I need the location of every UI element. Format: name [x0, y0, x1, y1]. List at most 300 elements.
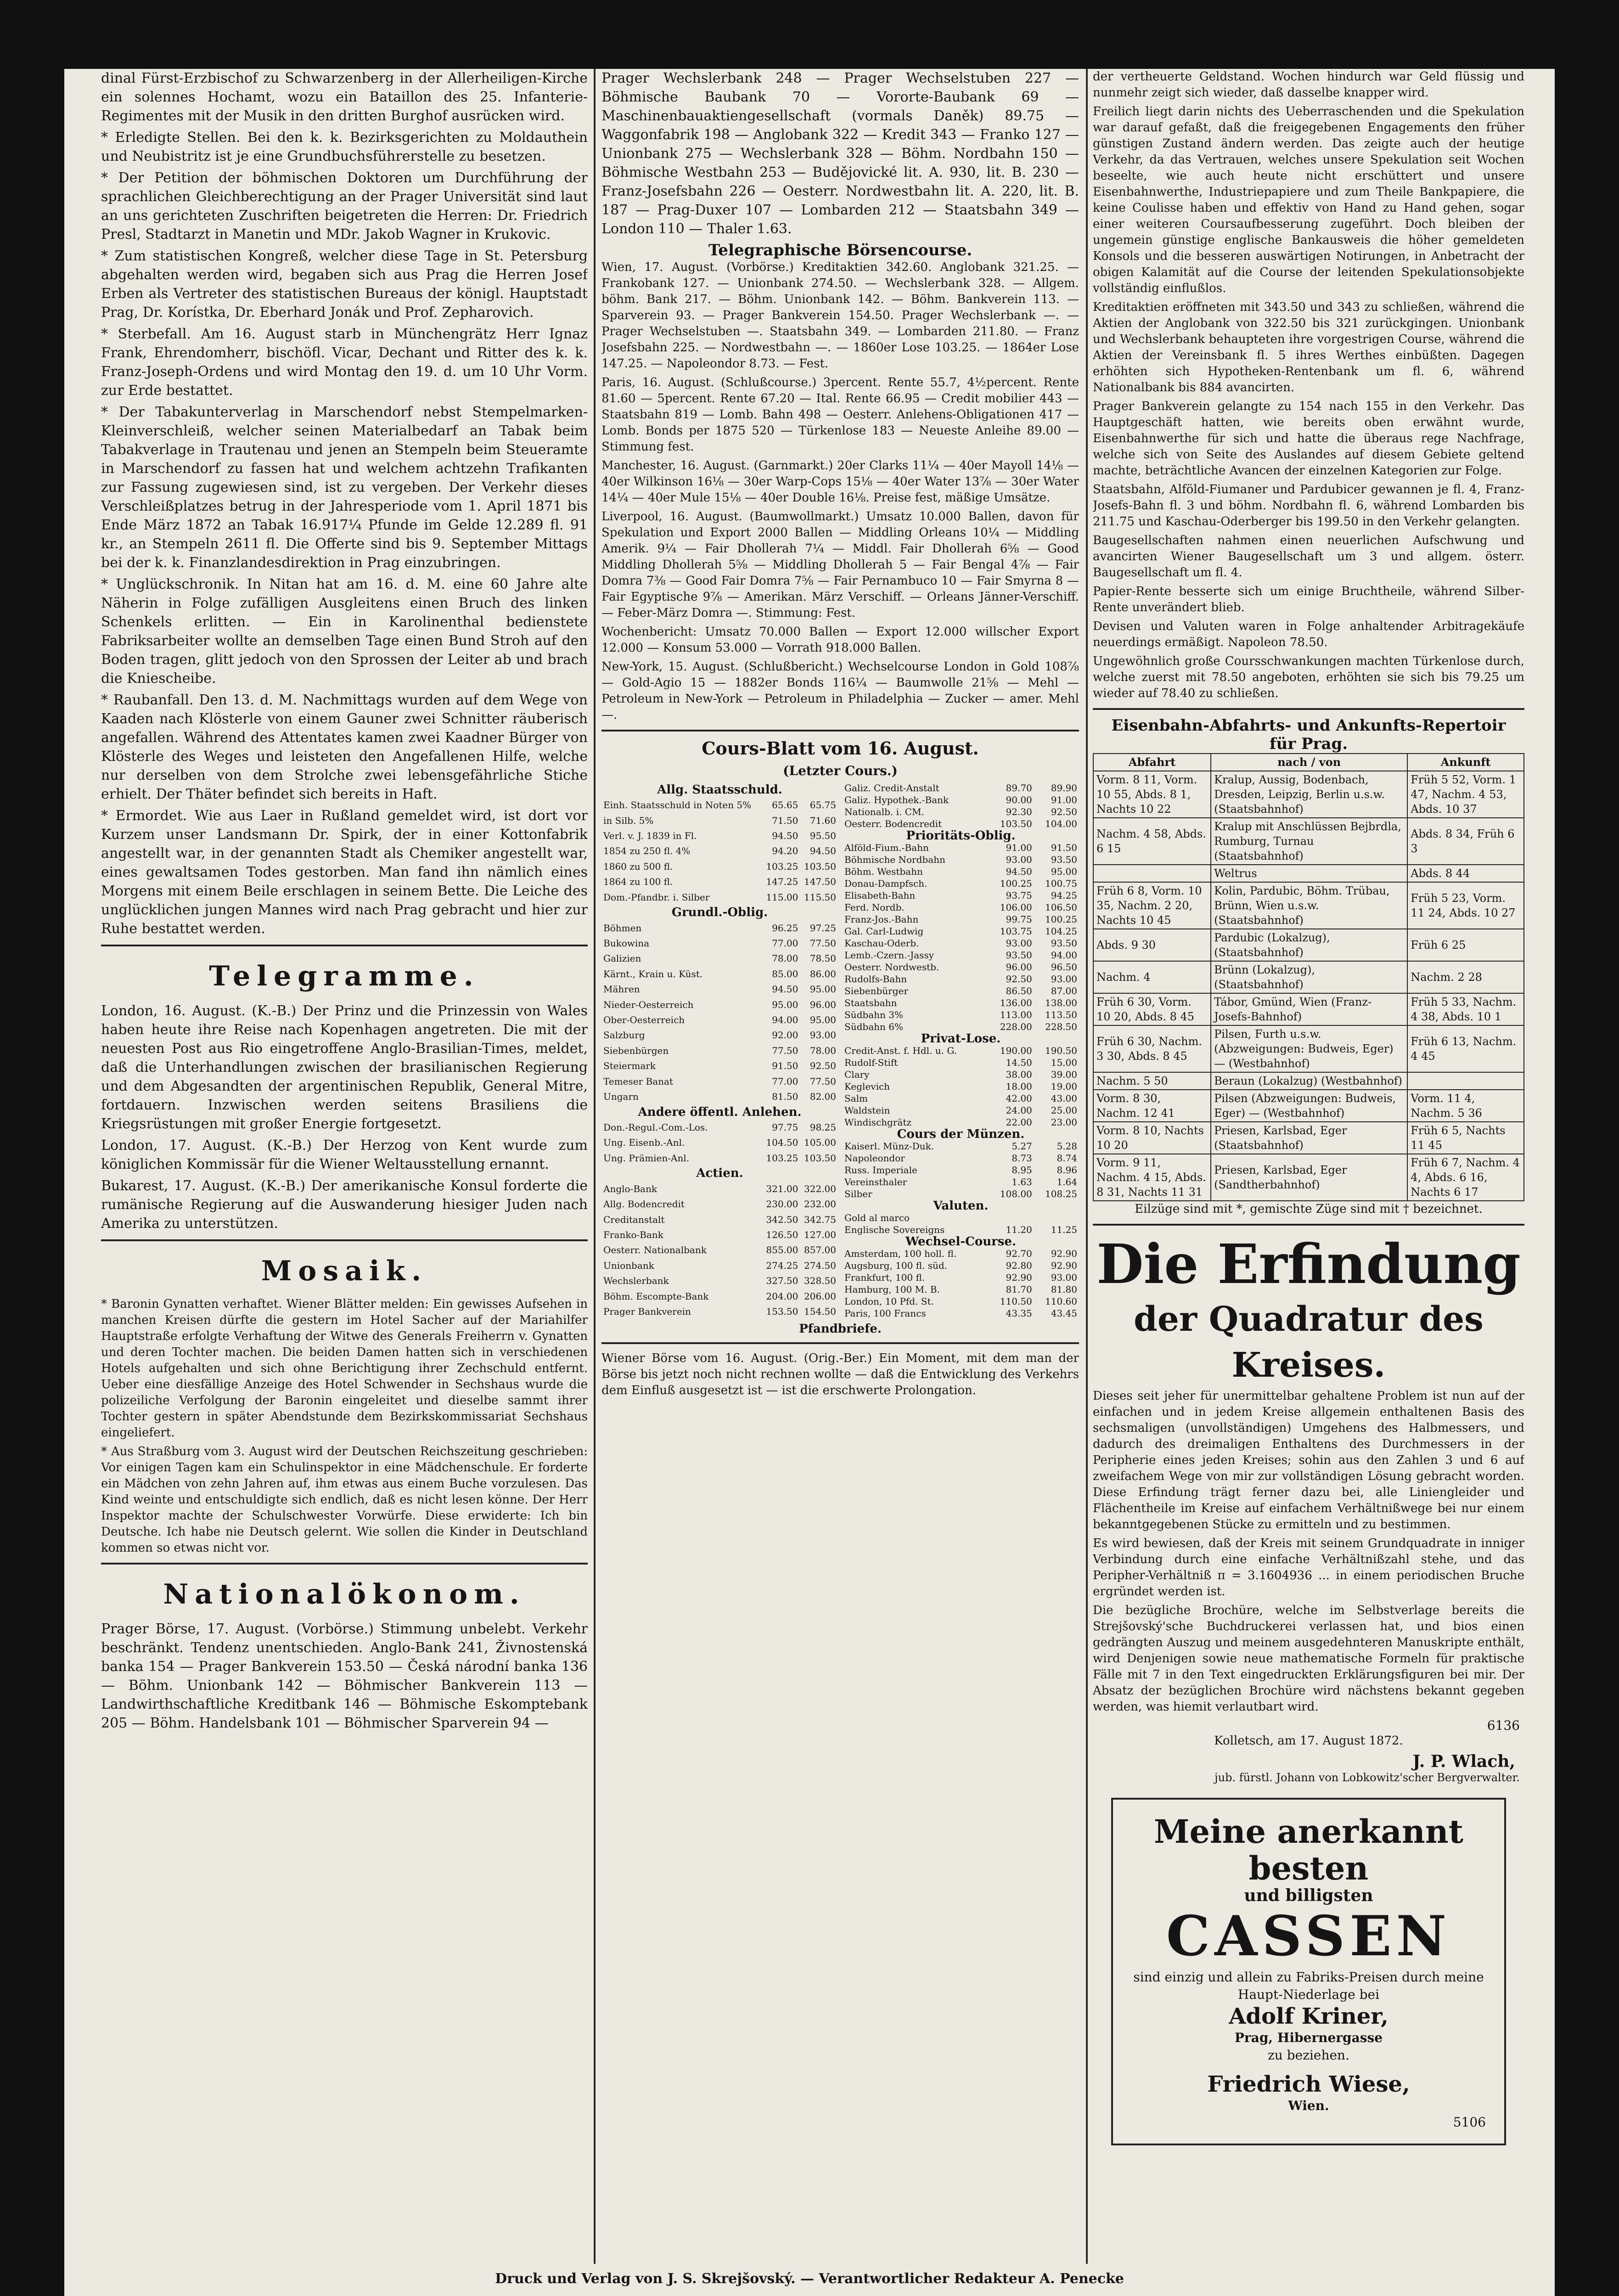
price-geld: 103.25 [766, 861, 798, 872]
price-geld: 104.50 [766, 1137, 798, 1148]
section-label: Valuten. [933, 1199, 989, 1213]
market-paragraph: Manchester, 16. August. (Garnmarkt.) 20er Clarks 11¼ — 40er Mayoll 14⅛ — 40er Wilkinson 16⅛ — 30er Warp-Cops 15⅛ — 40er Water 13⅞ — 30er Water 14¼ — 40er Mule 15⅛ — 40er Double 16⅛. Preise fest, mäßige Umsätze. [602, 459, 1079, 505]
table-row [843, 1224, 1079, 1236]
price-geld: 93.00 [1006, 854, 1032, 865]
price-waare: 89.90 [1051, 782, 1077, 793]
price-waare: 103.50 [804, 861, 836, 872]
route: Pardubic (Lokalzug), (Staatsbahnhof) [1211, 929, 1407, 961]
article-paragraph: * Raubanfall. Den 13. d. M. Nachmittags wurden auf dem Wege von Kaaden nach Klösterle von einem Gauner zwei Schnitter räuberisch angefallen. Während des Attentates kamen zwei Kaadner Bürger von Klösterle des Weges und leisteten den Angefallenen Hilfe, welche nur derselben von dem Strolche zwei lebensgefährliche Stiche erhielt. Der Thäter befindet sich bereits in Haft. [101, 692, 588, 802]
timetable-row [1093, 865, 1524, 882]
section-heading-nationaloekonom: Nationalökonom. [163, 1578, 526, 1610]
section-label: Allg. Staatsschuld. [657, 782, 782, 797]
security-name: Windischgrätz [844, 1117, 911, 1128]
section-divider [1093, 1224, 1524, 1226]
price-waare: 8.74 [1057, 1153, 1077, 1164]
table-row [602, 1120, 838, 1135]
article-paragraph: Prager Wechslerbank 248 — Prager Wechselstuben 227 — Böhmische Baubank 70 — Vororte-Baubank 69 — Maschinenbauaktiengesellschaft (vormals Daněk) 89.75 — Waggonfabrik 198 — Anglobank 322 — Kredit 343 — Franko 127 — Unionbank 275 — Wechslerbank 328 — Böhm. Nordbahn 150 — Böhmische Westbahn 253 — Budějovické lit. A. 930, lit. B. 230 — Franz-Josefsbahn 226 — Oesterr. Nordwestbahn lit. A. 220, lit. B. 187 — Prag-Duxer 107 — Lombarden 212 — Staatsbahn 349 — London 110 — Thaler 1.63. [602, 70, 1079, 237]
table-row [843, 1009, 1079, 1021]
table-row [602, 813, 838, 828]
table-row [843, 854, 1079, 866]
price-geld: 100.25 [1000, 878, 1032, 889]
arrival-times: Früh 6 25 [1407, 929, 1524, 961]
table-row [602, 797, 838, 812]
table-row [843, 1116, 1079, 1128]
market-paragraph: Wien, 17. August. (Vorbörse.) Kreditaktien 342.60. Anglobank 321.25. — Frankobank 127. — Unionbank 274.50. — Wechslerbank 328. — Allgem. böhm. Bank 217. — Böhm. Unionbank 142. — Böhm. Bankverein 113. — Sparverein 93. — Prager Bankverein 154.50. Prager Wechslerbank —. — Prager Wechselstuben —. Staatsbahn 349. — Lombarden 211.80. — Franz Josefsbahn 225. — Nordwestbahn —. — 1860er Lose 103.25. — 1864er Lose 147.25. — Napoleondor 8.73. — Fest. [602, 260, 1079, 371]
price-waare: 93.50 [1051, 938, 1077, 949]
telegram-paragraph: Bukarest, 17. August. (K.-B.) Der amerikanische Konsul forderte die rumänische Regierung auf die Auswanderung hiesiger Juden nach Amerika zu unterstützen. [101, 1178, 588, 1232]
price-geld: 22.00 [1006, 1117, 1032, 1128]
table-section-heading [843, 1128, 1079, 1140]
price-geld: 190.00 [1000, 1045, 1032, 1056]
price-waare: 77.50 [810, 937, 836, 949]
table-row [843, 1176, 1079, 1188]
market-paragraph: Paris, 16. August. (Schlußcourse.) 3percent. Rente 55.7, 4½percent. Rente 81.60 — 5percent. Rente 67.20 — Ital. Rente 66.95 — Credit mobilier 443 — Staatsbahn 819 — Lomb. Bahn 498 — Oesterr. Anlehens-Obligationen 417 — Lomb. Bonds per 1875 520 — Türkenlose 183 — Neueste Anleihe 89.00 — Stimmung fest. [602, 376, 1079, 454]
mosaik-paragraph: * Baronin Gynatten verhaftet. Wiener Blätter melden: Ein gewisses Aufsehen in manchen Kreisen dürfte die gestern im Hotel Sacher auf der Mariahilfer Hauptstraße erfolgte Verhaftung der Witwe des Generals Freiherrn v. Gynatten und deren Tochter machen. Die beiden Damen hatten sich in verschiedenen Hotels aufgehalten und sich ohne Berichtigung ihrer Zechschuld entfernt. Ueber eine diesfällige Anzeige des Hotel Schwender in Sechshaus wurde die polizeiliche Verfolgung der Baronin eingeleitet und dieselbe sammt ihrer Tochter gestern in später Abendstunde dem Bezirkskommissariat Sechshaus eingeliefert. [101, 1297, 588, 1440]
security-name: Silber [844, 1188, 872, 1199]
price-geld: 94.50 [772, 830, 798, 841]
price-waare: 100.75 [1045, 878, 1077, 889]
table-row [843, 889, 1079, 901]
arrival-times [1407, 1072, 1524, 1090]
security-name: 1860 zu 500 fl. [603, 861, 673, 872]
ad-cassen-dealer: Adolf Kriner, [1229, 2003, 1389, 2029]
security-name: Einh. Staatsschuld in Noten 5% [603, 799, 752, 811]
security-name: Vereinsthaler [844, 1176, 907, 1187]
price-waare: 77.50 [810, 1075, 836, 1087]
security-name: Südbahn 3% [844, 1009, 903, 1020]
security-name: Galiz. Credit-Anstalt [844, 782, 939, 793]
table-row [843, 1283, 1079, 1295]
price-waare: 92.50 [1051, 806, 1077, 817]
table-row [843, 1152, 1079, 1164]
security-name: Dom.-Pfandbr. i. Silber [603, 891, 710, 903]
table-row [843, 1272, 1079, 1283]
article-paragraph: * Der Tabakunterverlag in Marschendorf nebst Stempelmarken-Kleinverschleiß, welcher seinen Materialbedarf an Tabak beim Tabakverlage in Trautenau und jenen an Stempeln beim Steueramte in Marschendorf zu fassen hat und welchem achtzehn Trafikanten zur Fassung zugewiesen sind, ist zu vergeben. Der Verkehr dieses Verschleißplatzes betrug in der Jahresperiode vom 1. April 1871 bis Ende März 1872 an Tabak 16.917¼ Pfunde im Gelde 12.289 fl. 91 kr., an Stempeln 2611 fl. Die Offerte sind bis 9. September Mittags bei der k. k. Finanzlandesdirektion in Prag einzubringen. [101, 404, 588, 571]
security-name: Don.-Regul.-Com.-Los. [603, 1121, 708, 1133]
table-row [843, 1069, 1079, 1080]
price-waare: 105.00 [804, 1137, 836, 1148]
price-waare: 96.50 [1051, 962, 1077, 973]
section-label: Andere öffentl. Anlehen. [638, 1105, 802, 1119]
price-geld: 103.75 [1000, 926, 1032, 937]
col-header-ankunft: Ankunft [1407, 754, 1524, 771]
security-name: Prager Bankverein [603, 1306, 691, 1317]
price-geld: 106.00 [1000, 902, 1032, 913]
table-row [602, 1150, 838, 1165]
arrival-times: Früh 6 13, Nachm. 4 45 [1407, 1025, 1524, 1072]
economy-paragraph: Prager Börse, 17. August. (Vorbörse.) Stimmung unbelebt. Verkehr beschränkt. Tendenz unentschieden. Anglo-Bank 241, Živnostenská banka 154 — Prager Bankverein 153.50 — Česká národní banka 136 — Böhm. Unionbank 142 — Böhmischer Bankverein 113 — Landwirthschaftliche Kreditbank 146 — Böhmische Eskomptebank 205 — Böhm. Handelsbank 101 — Böhmischer Sparverein 94 — [101, 1621, 588, 1731]
security-name: Böhm. Westbahn [844, 866, 923, 877]
price-waare: 43.00 [1051, 1093, 1077, 1104]
market-paragraph: Liverpool, 16. August. (Baumwollmarkt.) Umsatz 10.000 Ballen, davon für Spekulation und Export 2000 Ballen — Middling Orleans 10¼ — Middling Amerik. 9¼ — Fair Dhollerah 7¼ — Middl. Fair Dhollerah 6⅝ — Good Middling Dhollerah 5⅝ — Middling Dhollerah 5 — Fair Bengal 4⅞ — Fair Domra 7⅜ — Good Fair Domra 7⅝ — Fair Pernambuco 10 — Fair Smyrna 8 — Fair Egyptische 9⅞ — Amerikan. März Verschiff. — Orleans Jänner-Verschiff. — Feber-März Domra —. Stimmung: Fest. [602, 510, 1079, 620]
price-waare: 115.50 [804, 891, 836, 903]
route: Brünn (Lokalzug), (Staatsbahnhof) [1211, 961, 1407, 993]
column-1 [101, 69, 588, 1735]
timetable-row [1093, 993, 1524, 1025]
ad-cassen-maker: Friedrich Wiese, [1207, 2071, 1410, 2097]
ad-subtitle: der Quadratur des Kreises. [1134, 1300, 1484, 1385]
price-geld: 321.00 [766, 1183, 798, 1194]
table-row [602, 1135, 838, 1150]
ad-number: 6136 [1487, 1718, 1520, 1733]
price-waare: 43.45 [1051, 1308, 1077, 1319]
security-name: Gold al marco [844, 1212, 910, 1223]
security-name: Verl. v. J. 1839 in Fl. [603, 830, 697, 841]
price-waare: 106.50 [1045, 902, 1077, 913]
departure-times: Nachm. 4 58, Abds. 6 15 [1093, 818, 1211, 865]
security-name: Ferd. Nordb. [844, 902, 905, 913]
price-geld: 93.75 [1006, 890, 1032, 901]
section-divider [1093, 708, 1524, 710]
security-name: Anglo-Bank [603, 1183, 657, 1194]
table-row [843, 1295, 1079, 1307]
article-paragraph: Devisen und Valuten waren in Folge anhaltender Arbitragekäufe neuerdings ermäßigt. Napoleon 78.50. [1093, 619, 1524, 649]
table-row [602, 1273, 838, 1289]
price-geld: 93.00 [1006, 938, 1032, 949]
col-header-abfahrt: Abfahrt [1093, 754, 1211, 771]
security-name: Nieder-Oesterreich [603, 999, 694, 1010]
table-row [602, 828, 838, 843]
table-row [843, 1212, 1079, 1224]
security-name: Unionbank [603, 1260, 654, 1271]
price-waare: 190.50 [1045, 1045, 1077, 1056]
table-row [602, 874, 838, 889]
price-waare: 127.00 [804, 1229, 836, 1240]
article-paragraph: * Unglückschronik. In Nitan hat am 16. d. M. eine 60 Jahre alte Näherin in Folge zufälligen Ausgleitens einen Bruch des linken Schenkels erlitten. — Ein in Karolinenthal bedienstete Fabriksarbeiter wollte an demselben Tage einen Bund Stroh auf den Boden tragen, glitt jedoch von den Sprossen der Leiter ab und brach die Kniescheibe. [101, 576, 588, 687]
security-name: Waldstein [844, 1105, 890, 1116]
table-row [843, 794, 1079, 806]
timetable-row [1093, 771, 1524, 818]
security-name: Südbahn 6% [844, 1021, 903, 1032]
arrival-times: Früh 6 7, Nachm. 4 4, Abds. 6 16, Nachts 6 17 [1407, 1154, 1524, 1201]
security-name: Rudolf-Stift [844, 1057, 898, 1068]
table-row [843, 878, 1079, 889]
price-geld: 1.63 [1012, 1176, 1032, 1187]
price-geld: 24.00 [1006, 1105, 1032, 1116]
price-geld: 99.75 [1006, 914, 1032, 925]
article-paragraph: Staatsbahn, Alföld-Fiumaner und Pardubicer gewannen je fl. 4, Franz-Josefs-Bahn fl. 3 und böhm. Nordbahn fl. 6, während Lombarden bis 211.75 und Kaschau-Oderberger bis 199.50 in den Verkehr gelangten. [1093, 483, 1524, 529]
security-name: Böhmische Nordbahn [844, 854, 945, 865]
route: Tábor, Gmünd, Wien (Franz-Josefs-Bahnhof) [1211, 993, 1407, 1025]
route: Kolin, Pardubic, Böhm. Trübau, Brünn, Wien u.s.w. (Staatsbahnhof) [1211, 882, 1407, 929]
price-waare: 108.25 [1045, 1188, 1077, 1199]
table-row [602, 1212, 838, 1227]
cours-blatt-title: Cours-Blatt vom 16. August. [702, 738, 979, 759]
table-row [843, 913, 1079, 925]
price-geld: 92.80 [1006, 1260, 1032, 1271]
security-name: London, 10 Pfd. St. [844, 1296, 934, 1307]
table-row [602, 1028, 838, 1043]
price-waare: 96.00 [810, 999, 836, 1010]
article-paragraph: * Ermordet. Wie aus Laer in Rußland gemeldet wird, ist dort vor Kurzem unser Landsmann Dr. Spirk, der in einer Kottonfabrik angestellt war, in der genannten Stadt als Chemiker angestellt war, eines gewaltsamen Todes gestorben. Man fand ihn nämlich eines Morgens mit einem Beile erschlagen in seinem Bette. Die Leiche des unglücklichen jungen Mannes wird nach Prag gebracht und hier zur Ruhe bestattet werden. [101, 808, 588, 937]
security-name: Russ. Imperiale [844, 1165, 917, 1176]
article-paragraph: * Der Petition der böhmischen Doktoren um Durchführung der sprachlichen Gleichberechtigung an der Prager Universität sind laut an uns gerichteten Zuschriften beigetreten die Herren: Dr. Friedrich Presl, Stadtarzt in Manetin und MDr. Jakob Wagner in Krukovic. [101, 170, 588, 242]
security-name: Böhmen [603, 922, 642, 934]
table-row [843, 1188, 1079, 1200]
security-name: Nationalb. i. CM. [844, 806, 924, 817]
timetable-row [1093, 961, 1524, 993]
article-paragraph: Papier-Rente besserte sich um einige Bruchtheile, während Silber-Rente unverändert blieb. [1093, 585, 1524, 614]
price-geld: 94.50 [1006, 866, 1032, 877]
article-paragraph: * Zum statistischen Kongreß, welcher diese Tage in St. Petersburg abgehalten werden wird, begaben sich aus Prag die Herren Josef Erben als Vertreter des statistischen Bureaus der königl. Hauptstadt Prag, Dr. Korístka, Dr. Eberhard Jonák und Prof. Zepharovich. [101, 248, 588, 321]
column-rule [594, 69, 596, 2264]
price-waare: 857.00 [804, 1244, 836, 1256]
price-geld: 86.50 [1006, 985, 1032, 996]
price-geld: 110.50 [1000, 1296, 1032, 1307]
price-waare: 95.00 [1051, 866, 1077, 877]
security-name: Englische Sovereigns [844, 1224, 945, 1235]
ad-cassen-headline: Meine anerkannt besten [1153, 1812, 1464, 1887]
column-2 [602, 69, 1079, 1401]
table-row [843, 1057, 1079, 1069]
railway-timetable-subtitle: für Prag. [1269, 735, 1348, 753]
security-name: in Silb. 5% [603, 815, 654, 826]
ad-signature: J. P. Wlach, [1412, 1752, 1515, 1771]
price-geld: 97.75 [772, 1121, 798, 1133]
security-name: Mähren [603, 984, 640, 995]
price-waare: 81.80 [1051, 1284, 1077, 1295]
price-geld: 94.20 [772, 845, 798, 857]
newspaper-page [64, 69, 1555, 2296]
price-geld: 42.00 [1006, 1093, 1032, 1104]
price-waare: 228.50 [1045, 1021, 1077, 1032]
article-paragraph: Ungewöhnlich große Coursschwankungen machten Türkenlose durch, welche zuerst mit 78.50 angeboten, erhöhten sie sich bis 79.25 um wieder auf 78.40 zu schließen. [1093, 654, 1524, 700]
table-row [843, 1080, 1079, 1092]
table-row [843, 1045, 1079, 1057]
departure-times: Nachm. 5 50 [1093, 1072, 1211, 1090]
security-name: 1854 zu 250 fl. 4% [603, 845, 691, 857]
table-row [602, 1289, 838, 1304]
security-name: Napoleondor [844, 1153, 905, 1164]
security-name: Ungarn [603, 1091, 639, 1103]
price-waare: 104.25 [1045, 926, 1077, 937]
price-waare: 65.75 [810, 799, 836, 811]
table-row [843, 782, 1079, 794]
article-paragraph: Kreditaktien eröffneten mit 343.50 und 343 zu schließen, während die Aktien der Anglobank von 322.50 bis 321 zurückgingen. Unionbank und Wechslerbank behaupteten ihre vorgestrigen Course, während die Aktien der Vereinsbank fl. 5 ihres Werthes einbüßten. Dagegen erhöhten sich Hypotheken-Rentenbank um fl. 6, während Nationalbank bis 884 avancirten. [1093, 300, 1524, 394]
price-geld: 81.50 [772, 1091, 798, 1103]
arrival-times: Abds. 8 44 [1407, 865, 1524, 882]
security-name: Siebenbürgen [603, 1045, 669, 1056]
price-waare: 92.90 [1051, 1248, 1077, 1259]
price-geld: 85.00 [772, 968, 798, 979]
table-row [843, 949, 1079, 961]
railway-timetable [1093, 753, 1524, 1201]
section-label: Actien. [696, 1166, 743, 1181]
security-name: Oesterr. Nordwestb. [844, 962, 939, 973]
table-row [843, 1248, 1079, 1260]
timetable-row [1093, 929, 1524, 961]
table-row [843, 937, 1079, 949]
section-divider [101, 1239, 588, 1241]
price-geld: 43.35 [1006, 1308, 1032, 1319]
price-geld: 153.50 [766, 1306, 798, 1317]
price-geld: 103.50 [1000, 818, 1032, 829]
table-row [843, 818, 1079, 830]
timetable-row [1093, 1122, 1524, 1154]
wiener-boerse-paragraph: Wiener Börse vom 16. August. (Orig.-Ber.) Ein Moment, mit dem man der Börse bis jetzt noch nicht rechnen wollte — daß die Entwicklung des Verkehrs dem Einfluß ausgesetzt ist — ist die erschwerte Prolongation. [602, 1351, 1079, 1397]
arrival-times: Früh 5 52, Vorm. 1 47, Nachm. 4 53, Abds. 10 37 [1407, 771, 1524, 818]
ad-paragraph: Es wird bewiesen, daß der Kreis mit seinem Grundquadrate in inniger Verbindung durch eine einfache Verhältnißzahl stehe, und das Peripher-Verhältniß π = 3.1604936 ... in einem periodischen Bruche ergründet werden ist. [1093, 1536, 1524, 1598]
price-waare: 87.00 [1051, 985, 1077, 996]
arrival-times: Vorm. 11 4, Nachm. 5 36 [1407, 1090, 1524, 1122]
table-row [843, 1164, 1079, 1176]
ad-cassen-subline: und billigsten [1244, 1886, 1373, 1905]
security-name: Galizien [603, 953, 641, 964]
arrival-times: Früh 6 5, Nachts 11 45 [1407, 1122, 1524, 1154]
section-divider [101, 945, 588, 946]
route: Pilsen, Furth u.s.w. (Abzweigungen: Budweis, Eger) — (Westbahnhof) [1211, 1025, 1407, 1072]
table-row [602, 1012, 838, 1027]
price-geld: 147.25 [766, 876, 798, 888]
price-geld: 327.50 [766, 1275, 798, 1287]
security-name: Frankfurt, 100 fl. [844, 1272, 925, 1283]
section-label: Privat-Lose. [921, 1032, 1001, 1046]
price-geld: 8.73 [1012, 1153, 1032, 1164]
table-row [602, 1258, 838, 1273]
security-name: Steiermark [603, 1060, 656, 1072]
price-geld: 14.50 [1006, 1057, 1032, 1068]
price-waare: 206.00 [804, 1290, 836, 1302]
section-label: Grundl.-Oblig. [671, 906, 768, 920]
security-name: Salzburg [603, 1030, 645, 1041]
table-row [843, 842, 1079, 854]
price-geld: 91.50 [772, 1060, 798, 1072]
route: Beraun (Lokalzug) (Westbahnhof) [1211, 1072, 1407, 1090]
security-name: Franz-Jos.-Bahn [844, 914, 919, 925]
price-geld: 92.30 [1006, 806, 1032, 817]
price-waare: 25.00 [1051, 1105, 1077, 1116]
security-name: Ober-Oesterreich [603, 1014, 685, 1026]
price-geld: 342.50 [766, 1214, 798, 1225]
table-row [602, 966, 838, 981]
security-name: Rudolfs-Bahn [844, 974, 907, 985]
article-paragraph: der vertheuerte Geldstand. Wochen hindurch war Geld flüssig und nunmehr zeigt sich wieder, daß dasselbe knapper wird. [1093, 70, 1524, 100]
table-row [602, 889, 838, 905]
timetable-row [1093, 818, 1524, 865]
pfandbriefe-heading: Pfandbriefe. [799, 1322, 882, 1336]
departure-times: Früh 6 30, Nachm. 3 30, Abds. 8 45 [1093, 1025, 1211, 1072]
article-paragraph: Baugesellschaften nahmen einen neuerlichen Aufschwung und avancirten Wiener Baugesellschaft um 3 und allgem. österr. Baugesellschaft um fl. 4. [1093, 534, 1524, 580]
departure-times: Vorm. 8 30, Nachm. 12 41 [1093, 1090, 1211, 1122]
security-name: Amsterdam, 100 holl. fl. [844, 1248, 957, 1259]
price-waare: 11.25 [1051, 1224, 1077, 1235]
column-rule [1086, 69, 1088, 2264]
security-name: Lemb.-Czern.-Jassy [844, 950, 934, 961]
price-geld: 274.25 [766, 1260, 798, 1271]
section-heading-telegramme: Telegramme. [209, 960, 480, 992]
security-name: Clary [844, 1069, 870, 1080]
table-row [602, 920, 838, 935]
price-waare: 93.50 [1051, 854, 1077, 865]
route: Pilsen (Abzweigungen: Budweis, Eger) — (Westbahnhof) [1211, 1090, 1407, 1122]
price-waare: 97.25 [810, 922, 836, 934]
security-name: Temeser Banat [603, 1075, 673, 1087]
security-name: Siebenbürger [844, 985, 908, 996]
price-waare: 91.50 [1051, 842, 1077, 853]
price-waare: 5.28 [1057, 1141, 1077, 1152]
departure-times [1093, 865, 1211, 882]
price-waare: 93.00 [810, 1030, 836, 1041]
ad-paragraph: Dieses seit jeher für unermittelbar gehaltene Problem ist nun auf der einfachen und in jedem Kreise allgemein enthaltenen Basis des sechsmaligen (unvollständigen) Umgehens des Halbmessers, und dadurch des dreimaligen Enthaltens des Durchmessers in der Peripherie eines jeden Kreises; sohin aus den Zahlen 3 und 6 auf zweifachem Wege von mir zur vollständigen Lösung gebracht worden. Diese Erfindung trägt ferner dazu bei, alle Liniengleider und Flächentheile im Kreise auf einfachem Verhältnißwege bei nur einem bekanntgegebenen Stücke zu ermitteln und zu bestimmen. [1093, 1389, 1524, 1531]
security-name: Galiz. Hypothek.-Bank [844, 794, 949, 805]
route: Priesen, Karlsbad, Eger (Sandtherbahnhof) [1211, 1154, 1407, 1201]
table-row [843, 1021, 1079, 1033]
table-row [843, 866, 1079, 878]
price-waare: 113.50 [1045, 1009, 1077, 1020]
article-paragraph: Freilich liegt darin nichts des Ueberraschenden und die Spekulation war darauf gefaßt, daß die freigegebenen Engagements den früher günstigen Zustand ändern werden. Das zeigte auch der heutige Verkehr, da das Vertrauen, welches unsere Spekulation seit Wochen beseelte, wie auch heute nicht erschüttert und unsere Eisenbahnwerthe, Industriepapiere und zum Theile Bankpapiere, die keine Coulisse haben und effektiv von Hand zu Hand gehen, sogar einer weiteren Coursaufbesserung zugeführt. Doch bleiben der ungemein günstige englische Bankausweis die höher gemeldeten Konsols und die besseren auswärtigen Notirungen, in Anbetracht der obigen Kalamität auf die Course der leitenden Spekulationsobjekte vollständig einflußlos. [1093, 105, 1524, 295]
article-paragraph: * Sterbefall. Am 16. August starb in Münchengrätz Herr Ignaz Frank, Ehrendomherr, bischöfl. Vicar, Dechant und Ritter des k. k. Franz-Joseph-Ordens und wird Montag den 19. d. um 10 Uhr Vorm. zur Erde bestattet. [101, 326, 588, 399]
telegram-paragraph: London, 17. August. (K.-B.) Der Herzog von Kent wurde zum königlichen Kommissär für die Wiener Weltausstellung ernannt. [101, 1137, 588, 1172]
price-geld: 126.50 [766, 1229, 798, 1240]
arrival-times: Früh 5 33, Nachm. 4 38, Abds. 10 1 [1407, 993, 1524, 1025]
table-row [843, 961, 1079, 973]
price-geld: 11.20 [1006, 1224, 1032, 1235]
timetable-row [1093, 1025, 1524, 1072]
price-waare: 274.50 [804, 1260, 836, 1271]
section-heading-boersencourse: Telegraphische Börsencourse. [708, 241, 973, 259]
price-geld: 18.00 [1006, 1081, 1032, 1092]
table-section-heading [843, 1033, 1079, 1045]
ad-paragraph: Die bezügliche Brochüre, welche im Selbstverlage bereits die Strejšovský'sche Buchdruckerei verlassen hat, und bios einen gedrängten Auszug und meinem ausgedehnteren Manuskripte enthält, wird Denjenigen sowie neue mathematische Formeln für praktische Fälle mit 7 in den Text eingedruckten Erklärungsfiguren bei mir. Der Absatz der bezüglichen Brochüre wird nächstens bekannt gegeben werden, was hiemit verlautbart wird. [1093, 1604, 1524, 1714]
security-name: Credit-Anst. f. Hdl. u. G. [844, 1045, 957, 1056]
security-name: Paris, 100 Francs [844, 1308, 926, 1319]
table-row [843, 1104, 1079, 1116]
table-row [843, 1140, 1079, 1152]
telegram-paragraph: London, 16. August. (K.-B.) Der Prinz und die Prinzessin von Wales haben heute ihre Reise nach Kopenhagen angetreten. Die mit der neuesten Post aus Rio eingetroffene Anglo-Brasilian-Times, meldet, daß die Unterhandlungen zwischen der brasilianischen Regierung und dem Abgesandten der argentinischen Republik, General Mitre, fortdauern. Inzwischen werden seitens Brasiliens die Kriegsrüstungen mit großer Energie fortgesetzt. [101, 1003, 588, 1132]
table-row [843, 806, 1079, 818]
table-row [602, 951, 838, 966]
table-row [843, 901, 1079, 913]
price-geld: 91.00 [1006, 842, 1032, 853]
price-waare: 110.60 [1045, 1296, 1077, 1307]
departure-times: Vorm. 9 11, Nachm. 4 15, Abds. 8 31, Nachts 11 31 [1093, 1154, 1211, 1201]
price-waare: 104.00 [1045, 818, 1077, 829]
price-waare: 95.50 [810, 830, 836, 841]
price-waare: 154.50 [804, 1306, 836, 1317]
ad-cassen-text: sind einzig und allein zu Fabriks-Preisen durch meine Haupt-Niederlage bei [1133, 1970, 1484, 2002]
table-row [602, 1243, 838, 1258]
price-geld: 96.25 [772, 922, 798, 934]
security-name: Elisabeth-Bahn [844, 890, 916, 901]
price-geld: 115.00 [766, 891, 798, 903]
security-name: 1864 zu 100 fl. [603, 876, 673, 888]
price-waare: 92.50 [810, 1060, 836, 1072]
price-waare: 93.00 [1051, 1272, 1077, 1283]
ad-cassen-address: Prag, Hibernergasse [1234, 2030, 1383, 2045]
ad-cassen-text2: zu beziehen. [1268, 2048, 1349, 2063]
table-row [602, 1196, 838, 1211]
table-row [843, 1307, 1079, 1319]
price-geld: 96.00 [1006, 962, 1032, 973]
advertisement-cassen [1111, 1798, 1506, 2145]
price-geld: 136.00 [1000, 997, 1032, 1008]
price-waare: 78.50 [810, 953, 836, 964]
cours-table-right [843, 782, 1079, 1319]
section-heading-mosaik: Mosaik. [261, 1255, 428, 1287]
price-waare: 103.50 [804, 1152, 836, 1164]
price-geld: 855.00 [766, 1244, 798, 1256]
table-section-heading [602, 782, 838, 797]
route: Weltrus [1211, 865, 1407, 882]
arrival-times: Abds. 8 34, Früh 6 3 [1407, 818, 1524, 865]
security-name: Oesterr. Nationalbank [603, 1244, 707, 1256]
price-geld: 90.00 [1006, 794, 1032, 805]
security-name: Salm [844, 1093, 868, 1104]
security-name: Creditanstalt [603, 1214, 665, 1225]
departure-times: Nachm. 4 [1093, 961, 1211, 993]
price-geld: 95.00 [772, 999, 798, 1010]
table-section-heading [602, 905, 838, 920]
